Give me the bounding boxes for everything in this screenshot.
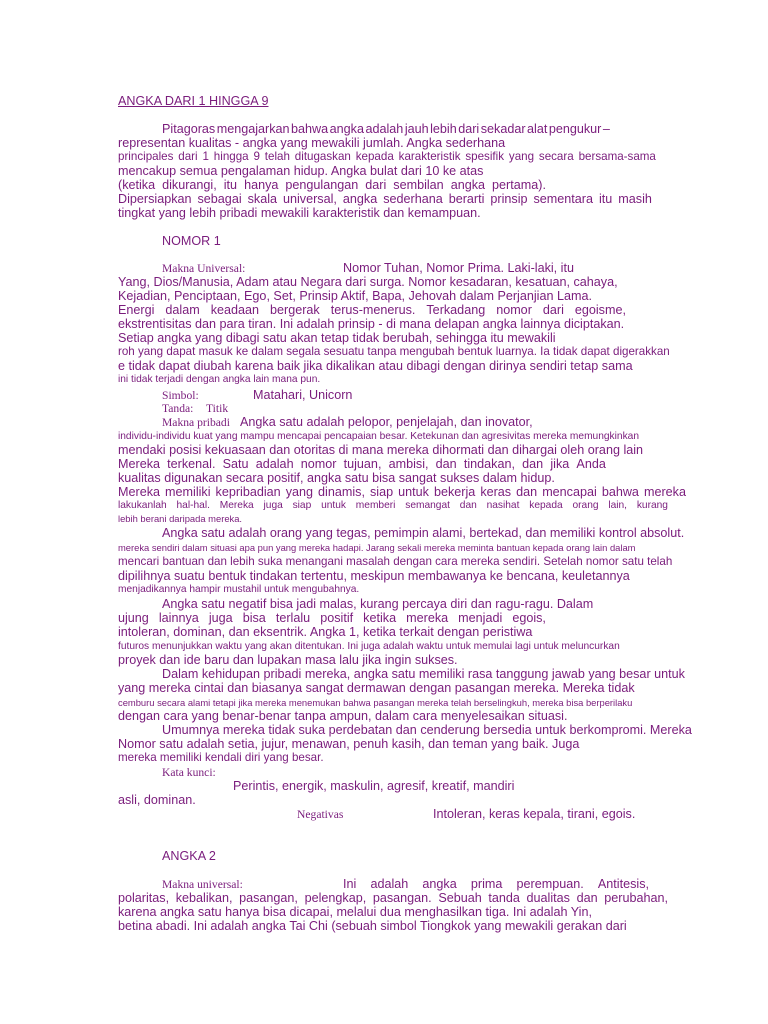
section1-keywords-cont: asli, dominan. [118, 793, 196, 807]
word: sebagai [197, 192, 242, 206]
word: yang [508, 150, 535, 163]
word: lakukanlah [118, 500, 167, 511]
word: spesifik [465, 150, 505, 163]
word: pasangan, [239, 891, 298, 905]
word: jika [550, 457, 570, 471]
section1-personal-line: cemburu secara alami tetapi jika mereka menemukan bahwa pasangan mereka telah berselingkuh, mereka bisa berperilaku [118, 697, 633, 708]
section1-heading: NOMOR 1 [162, 234, 221, 248]
word: Terkadang [426, 303, 486, 317]
word: Mereka [118, 485, 160, 499]
section1-personal-line: individu-individu kuat yang mampu mencapai pencapaian besar. Ketekunan dan agresivitas mereka memungkinkan [118, 431, 640, 442]
word: terlalu [275, 611, 311, 625]
section1-personal-first: Angka satu adalah pelopor, penjelajah, dan inovator, [240, 415, 533, 429]
intro-line-2: representan kualitas - angka yang mewakili jumlah. Angka sederhana [118, 136, 506, 150]
word: bahwa [601, 485, 639, 499]
word: ujung [118, 611, 149, 625]
word: Pitagoras [162, 122, 216, 136]
word: lain, [608, 500, 628, 511]
word: memiliki [165, 485, 211, 499]
word: hal-hal. [176, 500, 210, 511]
section1-symbol-value: Matahari, Unicorn [253, 388, 353, 402]
word: polaritas, [118, 891, 170, 905]
section2-universal-line [118, 891, 668, 905]
word: dalam [165, 303, 200, 317]
word: tujuan, [343, 457, 382, 471]
word: dari [178, 150, 198, 163]
section1-personal-line: mencari bantuan dan lebih suka menangani masalah dengan cara mereka sendiri. Setelah nomor satu telah [118, 555, 673, 568]
word: terkenal. [167, 457, 216, 471]
word: tanda [488, 891, 520, 905]
word: keras [480, 485, 512, 499]
word: mereka [643, 485, 686, 499]
word: pertama). [492, 178, 546, 192]
word: dan [459, 500, 477, 511]
section1-personal-line: mendaki posisi kekuasaan dan otoritas di mana mereka dihormati dan dihargai oleh orang lain [118, 443, 644, 457]
section1-personal-line [118, 611, 546, 625]
word: untuk [321, 500, 346, 511]
word: dualitas [526, 891, 570, 905]
word: masih [618, 192, 652, 206]
word: mencapai [542, 485, 597, 499]
section1-personal-line: Angka satu negatif bisa jadi malas, kurang percaya diri dan ragu-ragu. Dalam [162, 597, 594, 611]
word: Ini [343, 877, 357, 891]
word: memberi [355, 500, 396, 511]
intro-line-3 [118, 150, 656, 164]
word: Satu [222, 457, 249, 471]
section1-personal-line [118, 485, 686, 499]
word: angka [329, 122, 364, 136]
word: adalah [370, 877, 409, 891]
word: Dipersiapkan [118, 192, 192, 206]
word: untuk [398, 485, 429, 499]
word: dan [576, 891, 598, 905]
word: Mereka [219, 500, 254, 511]
intro-line-5 [118, 178, 546, 192]
section1-personal-line: dipilihnya suatu bentuk tindakan tertentu, meskipun membawanya ke bencana, keuletannya [118, 569, 630, 583]
word: Energi [118, 303, 155, 317]
word: kurang [636, 500, 668, 511]
section1-negatives-value: Intoleran, keras kepala, tirani, egois. [433, 807, 636, 821]
section1-personal-line: lebih berani daripada mereka. [118, 513, 243, 524]
section1-keywords-value: Perintis, energik, maskulin, agresif, kreatif, mandiri [233, 779, 515, 793]
section1-personal-line: Umumnya mereka tidak suka perdebatan dan cenderung bersedia untuk berkompromi. Mereka [162, 723, 692, 737]
word: pengukur [548, 122, 602, 136]
word: bahwa [291, 122, 329, 136]
word: dinamis, [318, 485, 365, 499]
word: alat [527, 122, 548, 136]
word: egois, [512, 611, 546, 625]
word: prinsip [490, 192, 528, 206]
word: sembilan [393, 178, 444, 192]
word: (ketika [118, 178, 156, 192]
word: karakteristik [398, 150, 461, 163]
word: dikurangi, [162, 178, 217, 192]
word: kepribadian [215, 485, 281, 499]
word: nasihat [486, 500, 520, 511]
word: pasangan. [372, 891, 432, 905]
word: pelengkap, [304, 891, 367, 905]
section1-keywords-label: Kata kunci: [162, 766, 216, 779]
word: dari [542, 303, 564, 317]
word: lainnya [158, 611, 199, 625]
word: nomor [300, 457, 337, 471]
word: semangat [405, 500, 450, 511]
word: kepada [529, 500, 563, 511]
word: sementara [533, 192, 594, 206]
word: perubahan, [604, 891, 668, 905]
section1-universal-line: ini tidak terjadi dengan angka lain mana pun. [118, 374, 321, 385]
word: nomor [496, 303, 532, 317]
word: mengajarkan [216, 122, 290, 136]
section1-universal-line: Setiap angka yang dibagi satu akan tetap tidak berubah, sehingga itu mewakili [118, 331, 556, 345]
intro-line-7: tingkat yang lebih pribadi mewakili karakteristik dan kemampuan. [118, 206, 481, 220]
word: adalah [365, 122, 404, 136]
section1-universal-line: roh yang dapat masuk ke dalam segala sesuatu tanpa mengubah bentuk luarnya. Ia tidak dapat digerakkan [118, 345, 670, 358]
word: kepada [355, 150, 394, 163]
section1-personal-line: Dalam kehidupan pribadi mereka, angka satu memiliki rasa tanggung jawab yang besar untuk [162, 667, 685, 681]
section2-heading: ANGKA 2 [162, 849, 216, 863]
word: dan [435, 457, 457, 471]
word: ambisi, [388, 457, 429, 471]
section1-personal-line [118, 499, 668, 513]
word: dan [516, 485, 538, 499]
section1-personal-line: proyek dan ide baru dan lupakan masa lalu jika ingin sukses. [118, 653, 458, 667]
word: Mereka [118, 457, 160, 471]
word: perempuan. [516, 877, 584, 891]
section1-personal-line [118, 457, 606, 471]
word: Sebuah [438, 891, 482, 905]
intro-line-6 [118, 192, 652, 206]
section1-negatives-label: Negativas [297, 808, 344, 821]
section1-universal-line [118, 303, 626, 317]
word: itu [223, 178, 238, 192]
word: siap [292, 500, 312, 511]
section1-universal-first: Nomor Tuhan, Nomor Prima. Laki-laki, itu [343, 261, 574, 275]
word: dan [522, 457, 544, 471]
word: bersama-sama [578, 150, 656, 163]
word: berarti [448, 192, 485, 206]
section1-personal-label: Makna pribadi [162, 416, 230, 429]
word: bekerja [433, 485, 476, 499]
word: Anda [576, 457, 606, 471]
section1-personal-line: mereka memiliki kendali diri yang besar. [118, 751, 324, 764]
document-title: ANGKA DARI 1 HINGGA 9 [118, 94, 269, 108]
word: adalah [255, 457, 294, 471]
word: prima [470, 877, 503, 891]
word: keadaan [210, 303, 260, 317]
word: Antitesis, [597, 877, 649, 891]
word: kebalikan, [175, 891, 233, 905]
word: mereka [406, 611, 449, 625]
section1-universal-line: ekstrentisitas dan para tiran. Ini adalah prinsip - di mana delapan angka lainnya diciptakan. [118, 317, 625, 331]
word: lebih [430, 122, 457, 136]
word: universal, [283, 192, 337, 206]
word: secara [538, 150, 574, 163]
section1-sign-label: Tanda: [162, 402, 194, 415]
section1-personal-line: kualitas digunakan secara positif, angka satu bisa sangat sukses dalam hidup. [118, 471, 555, 485]
word: – [602, 122, 610, 136]
section1-personal-line: menjadikannya hampir mustahil untuk mengubahnya. [118, 584, 360, 595]
word: orang [572, 500, 599, 511]
section2-universal-label: Makna universal: [162, 878, 243, 891]
word: juga [208, 611, 233, 625]
word: dari [458, 122, 480, 136]
section2-universal-line: betina abadi. Ini adalah angka Tai Chi (sebuah simbol Tiongkok yang mewakili gerakan dari [118, 919, 627, 933]
word: juga [263, 500, 283, 511]
section1-personal-line: mereka sendiri dalam situasi apa pun yang mereka hadapi. Jarang sekali mereka meminta bantuan kepada orang lain dalam [118, 542, 636, 553]
word: 9 [253, 150, 260, 163]
word: terus-menerus. [330, 303, 416, 317]
section2-universal-line: karena angka satu hanya bisa dicapai, melalui dua menghasilkan tiga. Ini adalah Yin, [118, 905, 592, 919]
section1-symbol-label: Simbol: [162, 389, 199, 402]
word: angka [422, 877, 457, 891]
word: bisa [242, 611, 266, 625]
word: egoisme, [574, 303, 626, 317]
word: pengulangan [285, 178, 359, 192]
word: menjadi [458, 611, 503, 625]
word: ketika [363, 611, 397, 625]
word: hanya [244, 178, 279, 192]
word: bergerak [270, 303, 320, 317]
word: itu [599, 192, 613, 206]
word: 1 [202, 150, 209, 163]
word: telah [264, 150, 290, 163]
word: sekadar [480, 122, 526, 136]
word: jauh [404, 122, 429, 136]
intro-line-4: mencakup semua pengalaman hidup. Angka bulat dari 10 ke atas [118, 164, 484, 178]
word: yang [285, 485, 314, 499]
section1-personal-line: futuros menunjukkan waktu yang akan ditentukan. Ini juga adalah waktu untuk memulai lagi untuk meluncurkan [118, 641, 620, 652]
word: positif [320, 611, 354, 625]
word: tindakan, [463, 457, 515, 471]
section1-sign-value: Titik [206, 402, 229, 415]
word: siap [369, 485, 394, 499]
section1-personal-line: yang mereka cintai dan biasanya sangat dermawan dengan pasangan mereka. Mereka tidak [118, 681, 635, 695]
word: skala [247, 192, 278, 206]
intro-line-1 [162, 122, 610, 136]
section1-universal-line: Kejadian, Penciptaan, Ego, Set, Prinsip Aktif, Bapa, Jehovah dalam Perjanjian Lama. [118, 289, 592, 303]
word: angka [450, 178, 486, 192]
section1-universal-line: e tidak dapat diubah karena baik jika dikalikan atau dibagi dengan dirinya sendiri tetap sama [118, 359, 633, 373]
section1-personal-line: dengan cara yang benar-benar tanpa ampun, dalam cara menyelesaikan situasi. [118, 709, 568, 723]
word: ditugaskan [294, 150, 351, 163]
word: hingga [213, 150, 249, 163]
section1-universal-line: Yang, Dios/Manusia, Adam atau Negara dari surga. Nomor kesadaran, kesatuan, cahaya, [118, 275, 618, 289]
word: principales [118, 150, 174, 163]
section1-personal-line: Angka satu adalah orang yang tegas, pemimpin alami, bertekad, dan memiliki kontrol absolut. [162, 526, 685, 540]
section1-universal-label: Makna Universal: [162, 262, 246, 275]
word: dari [365, 178, 387, 192]
section1-personal-line: intoleran, dominan, dan eksentrik. Angka 1, ketika terkait dengan peristiwa [118, 625, 533, 639]
word: angka [342, 192, 378, 206]
section1-personal-line: Nomor satu adalah setia, jujur, menawan, penuh kasih, dan teman yang baik. Juga [118, 737, 580, 751]
section2-universal-first [343, 877, 649, 891]
word: sederhana [383, 192, 443, 206]
